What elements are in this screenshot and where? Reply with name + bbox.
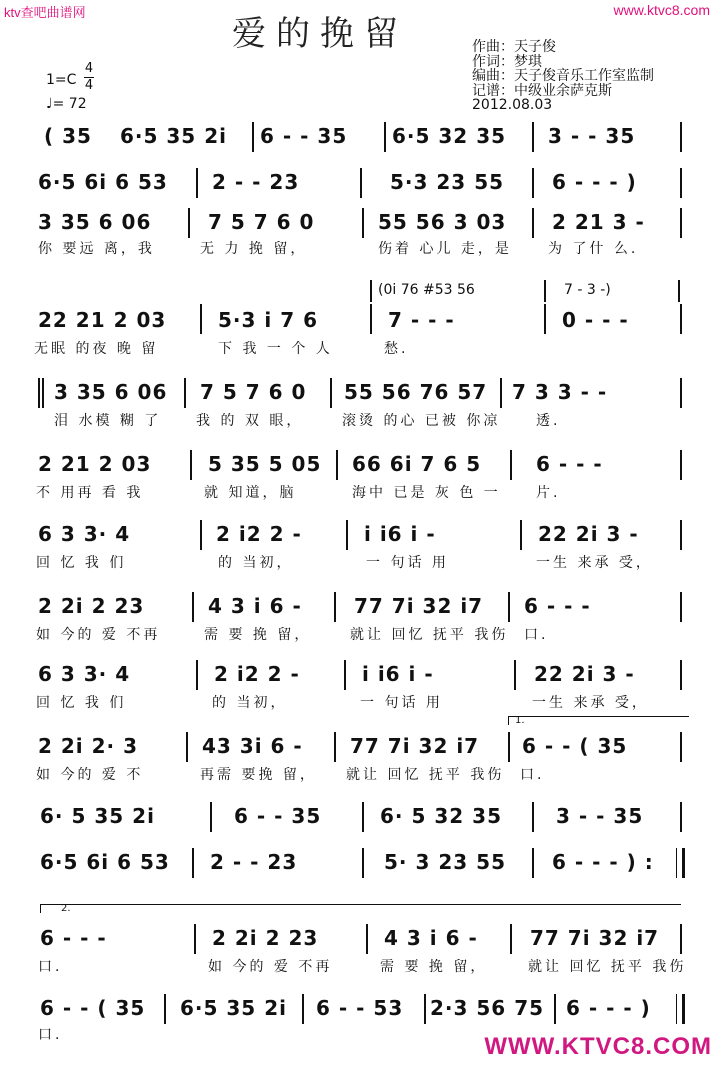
alt-measure: (0i 76 #53 56 bbox=[378, 282, 475, 298]
measure: i i6 i - bbox=[364, 522, 436, 546]
lyric: 需 要 挽 留， bbox=[380, 959, 488, 975]
lyric: 就 知道，脑 bbox=[204, 485, 297, 501]
measure: 6·5 32 35 bbox=[392, 124, 507, 148]
credits-block bbox=[472, 40, 654, 113]
lyric: 一生 来承 受， bbox=[532, 695, 649, 711]
measure: 7 5 7 6 0 bbox=[200, 380, 307, 404]
time-signature-bottom: 4 bbox=[84, 78, 94, 93]
watermark-top-right: www.ktvc8.com bbox=[613, 2, 710, 18]
measure: 0 - - - bbox=[562, 308, 629, 332]
measure: 6 - - ( 35 bbox=[522, 734, 628, 758]
lyric: 无 力 挽 留， bbox=[200, 241, 308, 257]
lyric: 一生 来承 受， bbox=[536, 555, 653, 571]
measure: 6·5 6i 6 53 bbox=[38, 170, 168, 194]
lyric: 如 今的 爱 不 bbox=[36, 767, 144, 783]
song-title: 爱的挽留 bbox=[232, 14, 408, 54]
lyric: 口. bbox=[38, 959, 63, 975]
measure: 22 2i 3 - bbox=[534, 662, 635, 686]
lyric: 无眠 的夜 晚 留 bbox=[34, 341, 159, 357]
measure: 6 - - - ) bbox=[566, 996, 651, 1020]
measure: 6· 5 35 2i bbox=[40, 804, 155, 828]
measure: 6 3 3· 4 bbox=[38, 662, 131, 686]
measure: 6 - - 35 bbox=[260, 124, 348, 148]
measure: 6 - - - bbox=[536, 452, 603, 476]
measure: 3 35 6 06 bbox=[38, 210, 152, 234]
volta-first-label: 1. bbox=[515, 715, 525, 726]
measure: 6 - - - bbox=[524, 594, 591, 618]
lyric: 如 今的 爱 不再 bbox=[36, 627, 161, 643]
lyric: 不 用再 看 我 bbox=[36, 485, 144, 501]
credit-arranger: 编曲：天子俊音乐工作室监制 bbox=[472, 68, 654, 84]
credit-lyricist: 作词：梦琪 bbox=[472, 53, 542, 70]
lyric: 就让 回忆 抚平 我伤 bbox=[528, 959, 687, 975]
lyric: 的 当初， bbox=[218, 555, 294, 571]
measure: 77 7i 32 i7 bbox=[350, 734, 480, 758]
lyric: 的 当初， bbox=[212, 695, 288, 711]
measure: 4 3 i 6 - bbox=[384, 926, 478, 950]
measure: 6·5 35 2i bbox=[120, 124, 227, 148]
measure: 2 21 3 - bbox=[552, 210, 645, 234]
measure: 6 - - - ) : bbox=[552, 850, 654, 874]
time-signature-top: 4 bbox=[84, 61, 94, 76]
lyric: 透. bbox=[536, 413, 561, 429]
measure: i i6 i - bbox=[362, 662, 434, 686]
measure: 7 - - - bbox=[388, 308, 455, 332]
lyric: 就让 回忆 抚平 我伤 bbox=[350, 627, 509, 643]
lyric: 为 了什 么. bbox=[548, 241, 639, 257]
measure: 2 i2 2 - bbox=[216, 522, 302, 546]
measure: 6 - - 53 bbox=[316, 996, 404, 1020]
lyric: 一 句话 用 bbox=[360, 695, 443, 711]
measure: 2 2i 2 23 bbox=[212, 926, 319, 950]
measure: 2 - - 23 bbox=[212, 170, 300, 194]
measure: ( 35 bbox=[44, 124, 92, 148]
measure: 5·3 i 7 6 bbox=[218, 308, 319, 332]
measure: 2 - - 23 bbox=[210, 850, 298, 874]
measure: 66 6i 7 6 5 bbox=[352, 452, 482, 476]
tempo-marking: ♩= 72 bbox=[46, 96, 87, 112]
lyric: 你 要远 离，我 bbox=[38, 241, 155, 257]
lyric: 一 句话 用 bbox=[366, 555, 449, 571]
measure: 6·5 6i 6 53 bbox=[40, 850, 170, 874]
measure: 55 56 76 57 bbox=[344, 380, 488, 404]
measure: 6 - - 35 bbox=[234, 804, 322, 828]
measure: 6 - - - bbox=[40, 926, 107, 950]
lyric: 我 的 双 眼， bbox=[196, 413, 304, 429]
measure: 3 - - 35 bbox=[548, 124, 636, 148]
lyric: 口. bbox=[524, 627, 549, 643]
measure: 2 i2 2 - bbox=[214, 662, 300, 686]
credit-composer: 作曲：天子俊 bbox=[472, 39, 556, 55]
volta-first bbox=[508, 716, 689, 725]
lyric: 回 忆 我 们 bbox=[36, 695, 127, 711]
measure: 6 - - ( 35 bbox=[40, 996, 146, 1020]
time-signature bbox=[84, 62, 94, 93]
measure: 6·5 35 2i bbox=[180, 996, 287, 1020]
measure: 7 3 3 - - bbox=[512, 380, 608, 404]
alt-measure: 7 - 3 -) bbox=[564, 282, 611, 298]
measure: 2 2i 2· 3 bbox=[38, 734, 139, 758]
lyric: 如 今的 爱 不再 bbox=[208, 959, 333, 975]
credit-date: 2012.08.03 bbox=[472, 97, 553, 113]
measure: 5 35 5 05 bbox=[208, 452, 322, 476]
measure: 43 3i 6 - bbox=[202, 734, 303, 758]
measure: 55 56 3 03 bbox=[378, 210, 507, 234]
measure: 6· 5 32 35 bbox=[380, 804, 502, 828]
lyric: 再需 要挽 留， bbox=[200, 767, 317, 783]
measure: 7 5 7 6 0 bbox=[208, 210, 315, 234]
measure: 77 7i 32 i7 bbox=[354, 594, 484, 618]
measure: 6 - - - ) bbox=[552, 170, 637, 194]
volta-second-label: 2. bbox=[61, 903, 71, 914]
measure: 22 21 2 03 bbox=[38, 308, 167, 332]
measure: 3 35 6 06 bbox=[54, 380, 168, 404]
credit-transcriber: 记谱：中级业余萨克斯 bbox=[472, 82, 612, 99]
measure: 6 3 3· 4 bbox=[38, 522, 131, 546]
measure: 5·3 23 55 bbox=[390, 170, 505, 194]
lyric: 海中 已是 灰 色 一 bbox=[352, 485, 501, 501]
lyric: 滚烫 的心 已被 你凉 bbox=[342, 413, 501, 429]
lyric: 伤着 心儿 走，是 bbox=[378, 241, 512, 257]
lyric: 下 我 一 个 人 bbox=[218, 341, 333, 357]
measure: 2·3 56 75 bbox=[430, 996, 545, 1020]
measure: 2 2i 2 23 bbox=[38, 594, 145, 618]
measure: 3 - - 35 bbox=[556, 804, 644, 828]
measure: 2 21 2 03 bbox=[38, 452, 152, 476]
lyric: 口. bbox=[38, 1027, 63, 1043]
watermark-bottom-right: WWW.KTVC8.COM bbox=[484, 1033, 712, 1060]
lyric: 愁. bbox=[384, 341, 409, 357]
measure: 77 7i 32 i7 bbox=[530, 926, 660, 950]
lyric: 就让 回忆 抚平 我伤 bbox=[346, 767, 505, 783]
lyric: 口. bbox=[520, 767, 545, 783]
lyric: 片. bbox=[536, 485, 561, 501]
key-signature: 1=C bbox=[46, 72, 77, 88]
measure: 22 2i 3 - bbox=[538, 522, 639, 546]
watermark-top-left: ktv查吧曲谱网 bbox=[4, 5, 86, 20]
lyric: 泪 水模 糊 了 bbox=[54, 413, 162, 429]
measure: 4 3 i 6 - bbox=[208, 594, 302, 618]
lyric: 需 要 挽 留， bbox=[204, 627, 312, 643]
volta-second bbox=[40, 904, 681, 913]
lyric: 回 忆 我 们 bbox=[36, 555, 127, 571]
measure: 5· 3 23 55 bbox=[384, 850, 506, 874]
